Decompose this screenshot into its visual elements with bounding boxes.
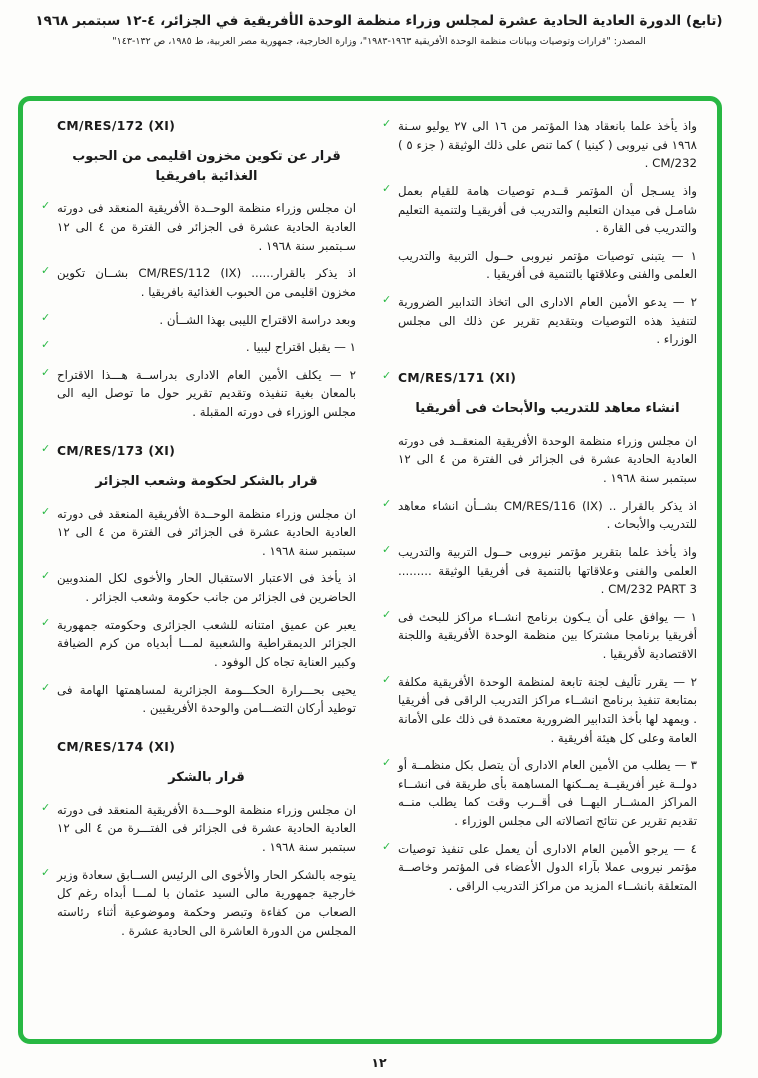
check-mark-icon: ✓ <box>382 293 392 306</box>
check-mark-icon: ✓ <box>41 338 51 352</box>
block-text: انشاء معاهد للتدريب والأبحاث فى أفريقيا <box>415 401 680 417</box>
paragraph <box>41 365 356 422</box>
check-mark-icon: ✓ <box>41 680 51 694</box>
resolution-heading <box>63 147 350 186</box>
resolution-heading <box>63 768 350 788</box>
block-text: ٣ — يطلب من الأمين العام الادارى أن يتصل بكل منظمــة أو دولــة غير أفريقيــة يمــكنها المساهمة بأى طريقة فى انشــاء المراكز المشــار اليهــا فى أقــرب وقت كما يطلب منــه تقديم تقرير عن نتائج اتصالاته الى مجلس الوزراء . <box>398 758 697 829</box>
block-text: قرار عن تكوين مخزون اقليمى من الحبوب الغذائية بافريقيا <box>72 149 341 184</box>
block-text: ان مجلس وزراء منظمة الوحـــدة الأفريقية المنعقد فى دورته العادية الحادية عشرة فى الجزائر فى الفتـــرة من ٤ الى ١٢ سبتمبر سنة ١٩٦٨ . <box>57 802 356 855</box>
block-text: اذ يذكر بالقرار...... ‎CM/RES/112 (IX)‎ بشــان تكوين مخزون اقليمى من الحبوب الغذائية بافريقيا . <box>57 266 356 299</box>
check-mark-icon: ✓ <box>41 569 51 583</box>
column-left <box>41 117 356 1025</box>
block-text: ١ — يوافق على أن يـكون برنامج انشــاء مراكز للبحث فى أفريقيا برنامجا مشتركا بين منظمة الوحدة الأفريقية واللجنة الاقتصادية لأفريقيا . <box>398 609 697 662</box>
resolution-heading <box>404 399 691 419</box>
block-text: CM/RES/172 (XI) <box>57 119 176 133</box>
block-text: ان مجلس وزراء منظمة الوحــدة الأفريقية المنعقد فى دورته العادية الحادية عشرة فى الجزائر فى الفترة من ٤ الى ١٢ سبتمبر سنة ١٩٦٨ . <box>57 506 356 558</box>
paragraph <box>41 199 356 255</box>
check-mark-icon: ✓ <box>41 365 51 379</box>
block-text: قرار بالشكر <box>168 770 245 786</box>
page-header <box>0 0 758 47</box>
block-text: يحيى بحـــرارة الحكـــومة الجزائرية لمساهمتها الهامة فى توطيد أركان التضـــامن والوحدة الأفريقيين . <box>57 682 356 716</box>
check-mark-icon: ✓ <box>41 800 51 814</box>
block-text: CM/RES/174 (XI) <box>57 739 176 754</box>
block-text: ٢ — يقرر تأليف لجنة تابعة لمنظمة الوحدة الأفريقية مكلفة بمتابعة تنفيذ برنامج انشــاء مراكز التدريب الراقى فى أفريقيا . ويمهد لها بأخذ التدابير الضرورية معتمدة فى ذلك على الأمانة العامة وعلى كل هيئة أفريقية . <box>398 674 697 745</box>
resolution-code <box>57 117 356 136</box>
block-text: ان مجلس وزراء منظمة الوحدة الأفريقية المنعقــد فى دورته العادية الحادية عشرة فى الجزائر فى الفترة من ٤ الى ١٢ سبتمبر سنة ١٩٦٨ . <box>398 433 697 486</box>
source-line: المصدر: "قرارات وتوصيات وبيانات منظمة الوحدة الأفريقية ١٩٦٣-١٩٨٣"، وزارة الخارجية، جمهورية مصر العربية، ط ١٩٨٥، ص ١٣٢-١٤٣" <box>112 36 646 47</box>
paragraph <box>382 117 697 173</box>
check-mark-icon: ✓ <box>382 756 392 770</box>
paragraph <box>382 839 697 896</box>
block-text: اذ يأخذ فى الاعتبار الاستقبال الحار والأخوى لكل المندوبين الحاضرين فى الجزائر من جانب حكومة وشعب الجزائر . <box>57 571 356 605</box>
block-text: CM/RES/171 (XI) <box>398 370 517 385</box>
resolution-code <box>41 441 356 461</box>
paragraph <box>41 504 356 561</box>
block-text: ١ — يتبنى توصيات مؤتمر نيروبى حــول التربية والتدريب العلمى والفنى وعلاقتها بالتنمية فى أفريقيا . <box>398 248 697 282</box>
paragraph <box>398 432 697 488</box>
paragraph <box>382 496 697 534</box>
block-text: ٤ — يرجو الأمين العام الادارى أن يعمل على تنفيذ توصيات مؤتمر نيروبى عملا بآراء الدول الأعضاء فى المؤتمر وخاصــة المتعلقة بانشــاء المزيد من مراكز التدريب الراقى . <box>398 841 697 893</box>
check-mark-icon: ✓ <box>382 117 392 130</box>
check-mark-icon: ✓ <box>382 496 392 510</box>
block-text: واذ يسـجل أن المؤتمر قــدم توصيات هامة للقيام بعمل شامـل فى ميدان التعليم والتدريب فى أفريقيـا ولتنمية التعليم والتدريب فى القارة . <box>398 183 697 236</box>
check-mark-icon: ✓ <box>382 607 392 621</box>
paragraph <box>382 672 697 748</box>
page-number: ١٢ <box>371 1055 387 1070</box>
check-mark-icon: ✓ <box>382 181 392 195</box>
block-text: قرار بالشكر لحكومة وشعب الجزائر <box>95 474 318 490</box>
resolution-code <box>57 738 356 757</box>
resolution-heading <box>63 472 350 492</box>
check-mark-icon: ✓ <box>382 542 392 556</box>
check-mark-icon: ✓ <box>41 615 51 629</box>
paragraph <box>398 247 697 284</box>
block-text: CM/RES/173 (XI) <box>57 443 176 458</box>
resolution-code <box>382 368 697 388</box>
check-mark-icon: ✓ <box>41 264 51 278</box>
paragraph <box>41 338 356 357</box>
block-text: ٢ — يكلف الأمين العام الادارى بدراســة هـــذا الاقتراح بالمعان بغية تنفيذه وتقديم تقرير حول ما توصل اليه الى مجلس الوزراء فى دورته المقبلة . <box>57 367 356 420</box>
block-text: ٢ — يدعو الأمين العام الادارى الى اتخاذ التدابير الضرورية لتنفيذ هذه التوصيات وبتقديم تقرير عن ذلك الى مجلس الوزراء . <box>398 295 697 347</box>
paragraph <box>382 181 697 238</box>
block-text: ١ — يقبل اقتراح ليبيا . <box>245 340 356 355</box>
check-mark-icon: ✓ <box>41 441 51 455</box>
paragraph <box>41 615 356 672</box>
check-mark-icon: ✓ <box>41 504 51 518</box>
block-text: يتوجه بالشكر الحار والأخوى الى الرئيس الســابق سعادة وزير خارجية جمهورية مالى السيد عثمان با لمـــا أبداه رغم كل الصعاب من كفاءة وتبصر وحكمة وموضوعية أثناء رئاسته المجلس من الدورة العاشرة الى الحادية عشرة . <box>57 867 356 938</box>
paragraph <box>382 756 697 831</box>
check-mark-icon: ✓ <box>382 368 392 382</box>
check-mark-icon: ✓ <box>382 839 392 853</box>
paragraph <box>41 680 356 718</box>
block-text: يعبر عن عميق امتنانه للشعب الجزائرى وحكومته جمهورية الجزائر الديمقراطية والشعبية لمـــا أبدياه من كرم الضيافة وكبير العناية تجاه كل الوفود . <box>57 617 356 669</box>
green-frame <box>18 96 722 1044</box>
paragraph <box>41 865 356 941</box>
check-mark-icon: ✓ <box>41 199 51 213</box>
columns <box>41 117 697 1025</box>
header-title: (تابع) الدورة العادية الحادية عشرة لمجلس وزراء منظمة الوحدة الأفريقية في الجزائر، ٤-١٢ سبتمبر ١٩٦٨ <box>35 13 723 29</box>
block-text: اذ يذكر بالقرار .. ‎CM/RES/116 (IX)‎ بشــأن انشاء معاهد للتدريب والأبحاث . <box>398 498 697 532</box>
check-mark-icon: ✓ <box>382 672 392 686</box>
paragraph <box>41 310 356 330</box>
paragraph <box>382 542 697 599</box>
block-text: واذ يأخذ علما بانعقاد هذا المؤتمر من ١٦ الى ٢٧ يوليو سـنة ١٩٦٨ فى نيروبى ( كينيا ) كما تنص على ذلك الوثيقة ( جزء ٥ ) ‎CM/232‎ . <box>398 119 697 171</box>
paragraph <box>382 293 697 349</box>
paragraph <box>41 800 356 857</box>
block-text: واذ يأخذ علما بتقرير مؤتمر نيروبى حــول التربية والتدريب العلمى والفنى وعلاقاتها بالتنمية فى أفريقيا الوثيقة ......... ‎CM/232 PART 3‎ . <box>398 544 697 597</box>
block-text: ان مجلس وزراء منظمة الوحــدة الأفريقية المنعقد فى دورته العادية الحادية عشرة فى الجزائر فى الفترة من ٤ الى ١٢ سـبتمبر سنة ١٩٦٨ . <box>57 201 356 253</box>
check-mark-icon: ✓ <box>41 310 51 324</box>
paragraph <box>382 607 697 664</box>
column-right <box>382 117 697 1025</box>
paragraph <box>41 569 356 606</box>
block-text: وبعد دراسة الاقتراح الليبى بهذا الشــأن . <box>159 312 356 327</box>
paragraph <box>41 264 356 301</box>
check-mark-icon: ✓ <box>41 865 51 879</box>
